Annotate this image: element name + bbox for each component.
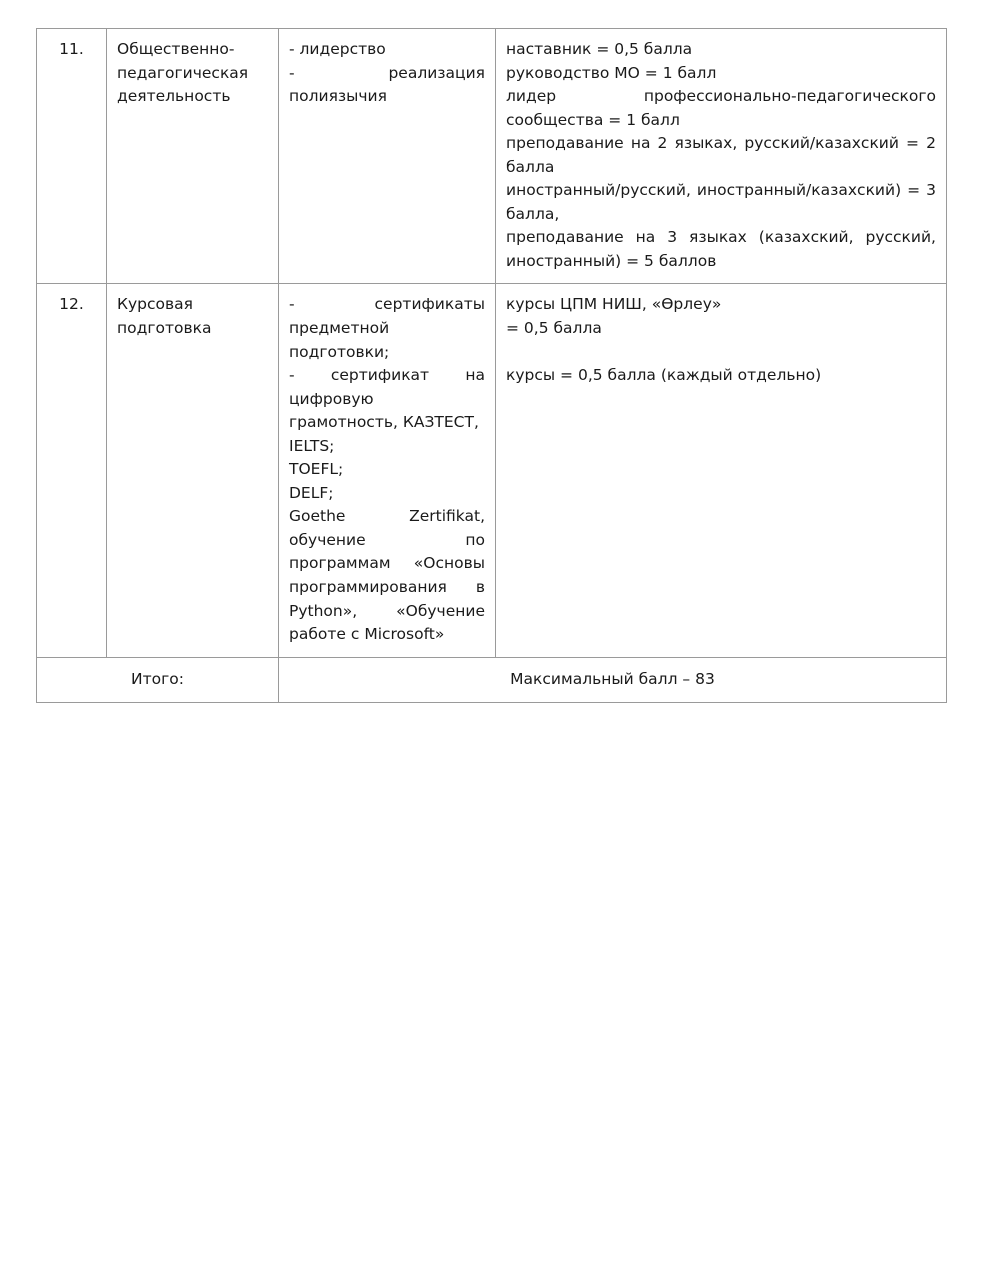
score-line: иностранный/русский, иностранный/казахский) = 3 балла,	[506, 181, 936, 223]
score-line: преподавание на 2 языках, русский/казахский = 2 балла	[506, 134, 936, 176]
row-criteria-list	[279, 29, 496, 284]
row-scores-list	[496, 284, 947, 657]
row-criterion-name: Курсовая подготовка	[107, 284, 279, 657]
criteria-line: - сертификат на цифровую грамотность, КАЗТЕСТ,	[289, 366, 485, 432]
row-criteria-list	[279, 284, 496, 657]
row-scores-list	[496, 29, 947, 284]
criteria-line: IELTS;	[289, 436, 335, 455]
row-number: 11.	[37, 29, 107, 284]
criteria-line: Goethe Zertifikat, обучение по программам «Основы программирования в Python», «Обучение работе с Microsoft»	[289, 507, 485, 644]
total-label: Итого:	[37, 657, 279, 703]
row-criterion-name: Общественно-педагогическая деятельность	[107, 29, 279, 284]
criteria-line: TOEFL;	[289, 460, 344, 479]
score-line: курсы = 0,5 балла (каждый отдельно)	[506, 366, 822, 385]
criteria-line: DELF;	[289, 483, 334, 502]
criteria-table	[36, 28, 947, 703]
score-line: = 0,5 балла	[506, 319, 602, 338]
score-line: наставник = 0,5 балла	[506, 40, 693, 58]
criteria-line: - лидерство	[289, 40, 386, 58]
row-number: 12.	[37, 284, 107, 657]
score-line: лидер профессионально-педагогического сообщества = 1 балл	[506, 87, 936, 129]
table-total-row	[37, 657, 947, 703]
criteria-line: - сертификаты предметной подготовки;	[289, 295, 485, 361]
score-line: курсы ЦПМ НИШ, «Өрлеу»	[506, 295, 722, 314]
total-value: Максимальный балл – 83	[279, 657, 947, 703]
score-line: преподавание на 3 языках (казахский, русский, иностранный) = 5 баллов	[506, 228, 936, 270]
table-row	[37, 29, 947, 284]
score-line: руководство МО = 1 балл	[506, 63, 717, 82]
table-row	[37, 284, 947, 657]
blank-line	[506, 341, 936, 365]
criteria-line: - реализация полиязычия	[289, 63, 485, 106]
